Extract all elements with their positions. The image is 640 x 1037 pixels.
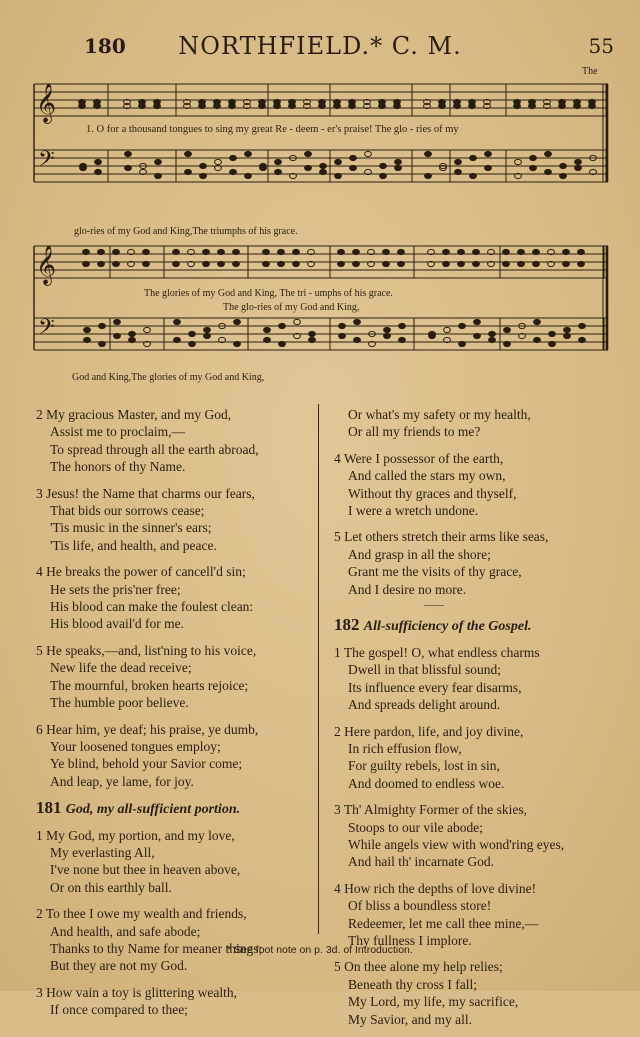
note-head: [455, 159, 462, 164]
verse-line: 2 To thee I owe my wealth and friends,: [36, 906, 247, 922]
note-head: [154, 103, 161, 108]
music-score: [0, 0, 640, 400]
note-head: [215, 159, 222, 164]
note-head: [230, 169, 237, 174]
note-head: [575, 165, 582, 170]
verse-line: 1 The gospel! O, what endless charms: [334, 644, 540, 660]
note-head: [185, 169, 192, 174]
note-head: [394, 103, 401, 108]
note-head: [264, 327, 271, 332]
verse: [334, 958, 624, 1028]
note-head: [274, 103, 281, 108]
note-head: [429, 333, 436, 338]
note-head: [204, 333, 211, 338]
note-head: [485, 165, 492, 170]
note-head: [474, 319, 481, 324]
note-head: [354, 337, 361, 342]
column-divider: [318, 404, 319, 934]
verse-line: 'Tis life, and health, and peace.: [50, 537, 217, 553]
verse-line: 4 How rich the depths of love divine!: [334, 880, 537, 896]
note-head: [529, 103, 536, 108]
verse: [334, 450, 624, 520]
verse: [36, 485, 316, 555]
note-head: [350, 155, 357, 160]
verse-line: 3 Jesus! the Name that charms our fears,: [36, 485, 255, 501]
note-head: [230, 155, 237, 160]
note-head: [459, 323, 466, 328]
hymn-heading-number: 182: [334, 615, 364, 635]
verse-line: The humble poor believe.: [50, 695, 189, 711]
note-head: [564, 333, 571, 338]
verse: [334, 528, 624, 598]
note-head: [305, 151, 312, 156]
note-head: [489, 337, 496, 342]
note-head: [563, 261, 570, 266]
verse: [334, 801, 624, 871]
verse-line: And doomed to endless woe.: [348, 775, 505, 791]
hymn-heading: [334, 616, 624, 635]
note-head: [233, 261, 240, 266]
verse-line: Without thy graces and thyself,: [348, 485, 517, 501]
note-head: [114, 333, 121, 338]
note-head: [305, 165, 312, 170]
verse-line: I've none but thee in heaven above,: [50, 862, 241, 878]
note-head: [275, 169, 282, 174]
verse-line: Or what's my safety or my health,: [348, 407, 531, 422]
verse-line: 4 Were I possessor of the earth,: [334, 450, 504, 466]
note-head: [379, 103, 386, 108]
note-head: [264, 337, 271, 342]
note-head: [259, 103, 266, 108]
note-head: [533, 261, 540, 266]
note-head: [114, 319, 121, 324]
verse-line: And I desire no more.: [348, 581, 467, 597]
note-head: [99, 341, 106, 346]
clef-symbol: 𝄢: [38, 315, 55, 345]
note-head: [559, 103, 566, 108]
lyric-line-2-below: The glories of my God and King, The tri - umphs of his grace.: [144, 288, 393, 299]
verse-line: Stoops to our vile abode;: [348, 819, 483, 835]
note-head: [425, 173, 432, 178]
verse-line: Redeemer, let me call thee mine,—: [348, 915, 539, 931]
verse-line: Thy fullness I implore.: [348, 932, 472, 948]
note-head: [380, 163, 387, 168]
verse-line: While angels view with wond'ring eyes,: [348, 836, 565, 852]
note-head: [399, 337, 406, 342]
note-head: [245, 151, 252, 156]
note-head: [99, 323, 106, 328]
note-head: [293, 261, 300, 266]
verse-line: His blood avail'd for me.: [50, 616, 185, 632]
note-head: [334, 103, 341, 108]
verse-line: If once compared to thee;: [50, 1002, 188, 1018]
note-head: [234, 341, 241, 346]
note-head: [95, 159, 102, 164]
note-head: [578, 261, 585, 266]
note-head: [534, 337, 541, 342]
note-head: [384, 327, 391, 332]
note-head: [383, 261, 390, 266]
verse-line: The honors of thy Name.: [50, 459, 186, 475]
verse: [36, 984, 316, 1019]
verse-line: Ye blind, behold your Savior come;: [50, 756, 243, 772]
note-head: [234, 319, 241, 324]
note-head: [94, 103, 101, 108]
note-head: [233, 249, 240, 254]
verse-line: 5 Let others stretch their arms like seas,: [334, 529, 549, 545]
note-head: [353, 249, 360, 254]
hymn-number: 180: [84, 34, 126, 58]
note-head: [549, 341, 556, 346]
note-head: [530, 165, 537, 170]
note-head: [143, 261, 150, 266]
note-head: [380, 173, 387, 178]
verse-line: Beneath thy cross I fall;: [348, 976, 477, 992]
verse-line: My Lord, my life, my sacrifice,: [348, 994, 519, 1010]
note-head: [504, 327, 511, 332]
verse: [36, 563, 316, 633]
lyric-line-2-above: glo-ries of my God and King,The triumphs of his grace.: [74, 226, 298, 237]
verse: [36, 642, 316, 712]
note-head: [279, 341, 286, 346]
verse: [334, 723, 624, 793]
clef-symbol: 𝄞: [36, 83, 57, 123]
note-head: [275, 159, 282, 164]
note-head: [530, 155, 537, 160]
note-head: [473, 261, 480, 266]
note-head: [83, 261, 90, 266]
verse-line: Dwell in that blissful sound;: [348, 662, 501, 678]
note-head: [339, 333, 346, 338]
note-head: [564, 327, 571, 332]
verse-line: 2 My gracious Master, and my God,: [36, 407, 232, 422]
note-head: [579, 323, 586, 328]
note-head: [155, 159, 162, 164]
note-head: [518, 249, 525, 254]
verse-line: His blood can make the foulest clean:: [50, 599, 254, 615]
note-head: [214, 103, 221, 108]
note-head: [83, 249, 90, 254]
note-head: [518, 261, 525, 266]
note-head: [354, 319, 361, 324]
verse-line: 5 On thee alone my help relies;: [334, 959, 503, 975]
verse-line: 'Tis music in the sinner's ears;: [50, 520, 212, 536]
note-head: [383, 249, 390, 254]
note-head: [203, 261, 210, 266]
note-head: [384, 333, 391, 338]
note-head: [173, 249, 180, 254]
verse-line: To spread through all the earth abroad,: [50, 441, 259, 457]
note-head: [398, 249, 405, 254]
verse-line: The mournful, broken hearts rejoice;: [50, 677, 249, 693]
note-head: [174, 337, 181, 342]
note-head: [365, 151, 372, 156]
note-head: [80, 165, 87, 170]
note-head: [144, 327, 151, 332]
note-head: [260, 165, 267, 170]
verse-line: But they are not my God.: [50, 958, 188, 974]
note-head: [455, 169, 462, 174]
note-head: [454, 103, 461, 108]
hymn-heading: [36, 799, 316, 818]
verse-line: And leap, ye lame, for joy.: [50, 773, 194, 789]
note-head: [200, 173, 207, 178]
verse: [334, 406, 624, 441]
verse-line: That bids our sorrows cease;: [50, 503, 205, 519]
note-head: [589, 103, 596, 108]
note-head: [560, 163, 567, 168]
note-head: [470, 155, 477, 160]
note-head: [353, 261, 360, 266]
note-head: [278, 249, 285, 254]
verse-line: Its influence every fear disarms,: [348, 679, 522, 695]
note-head: [113, 249, 120, 254]
verse-line: In rich effusion flow,: [348, 740, 462, 756]
right-column: [334, 406, 624, 1037]
verse-line: My Savior, and my all.: [348, 1011, 472, 1027]
note-head: [338, 261, 345, 266]
note-head: [578, 249, 585, 254]
verse-line: Thanks to thy Name for meaner things;: [50, 940, 263, 956]
note-head: [533, 249, 540, 254]
verse: [36, 905, 316, 975]
note-head: [335, 173, 342, 178]
note-head: [84, 337, 91, 342]
verse-line: 4 He breaks the power of cancell'd sin;: [36, 564, 246, 580]
verse-line: My everlasting All,: [50, 844, 155, 860]
note-head: [459, 341, 466, 346]
separator-rule: ——: [424, 600, 444, 612]
note-head: [579, 337, 586, 342]
note-head: [350, 165, 357, 170]
tune-title: NORTHFIELD.* C. M.: [178, 32, 462, 60]
note-head: [458, 249, 465, 254]
note-head: [229, 103, 236, 108]
clef-symbol: 𝄞: [36, 245, 57, 285]
verse-line: Assist me to proclaim,—: [50, 424, 185, 440]
verse-line: Grant me the visits of thy grace,: [348, 564, 522, 580]
note-head: [545, 169, 552, 174]
note-head: [218, 249, 225, 254]
note-head: [470, 173, 477, 178]
note-head: [79, 103, 86, 108]
note-head: [503, 249, 510, 254]
note-head: [349, 103, 356, 108]
verse: [36, 721, 316, 791]
left-column: [36, 406, 316, 1028]
note-head: [174, 319, 181, 324]
note-head: [125, 151, 132, 156]
verse-line: 3 Th' Almighty Former of the skies,: [334, 802, 528, 818]
note-head: [575, 159, 582, 164]
note-head: [95, 169, 102, 174]
note-head: [399, 323, 406, 328]
note-head: [173, 261, 180, 266]
note-head: [425, 151, 432, 156]
note-head: [439, 103, 446, 108]
hymn-heading-title: God, my all-sufficient portion.: [65, 802, 241, 818]
note-head: [485, 151, 492, 156]
note-head: [320, 163, 327, 168]
note-head: [319, 103, 326, 108]
lyric-line-3-below: God and King,The glories of my God and King,: [72, 372, 265, 383]
note-head: [339, 323, 346, 328]
verse-line: 6 Hear him, ye deaf; his praise, ye dumb,: [36, 721, 259, 737]
note-head: [245, 173, 252, 178]
hymn-heading-number: 181: [36, 798, 66, 818]
note-head: [545, 151, 552, 156]
note-head: [189, 341, 196, 346]
note-head: [129, 331, 136, 336]
pickup-word: The: [582, 66, 598, 77]
verse-line: I were a wretch undone.: [348, 503, 479, 519]
verse-line: And grasp in all the shore;: [348, 546, 491, 562]
note-head: [98, 249, 105, 254]
note-head: [534, 319, 541, 324]
note-head: [469, 103, 476, 108]
note-head: [503, 261, 510, 266]
note-head: [504, 341, 511, 346]
verse: [36, 827, 316, 897]
note-head: [203, 249, 210, 254]
note-head: [200, 163, 207, 168]
verse-line: And health, and safe abode;: [50, 923, 201, 939]
hymn-heading-title: All-sufficiency of the Gospel.: [363, 619, 532, 635]
verse-line: 2 Here pardon, life, and joy divine,: [334, 723, 524, 739]
note-head: [263, 249, 270, 254]
note-head: [294, 319, 301, 324]
note-head: [113, 261, 120, 266]
verse: [334, 644, 624, 714]
verse-line: Your loosened tongues employ;: [50, 738, 221, 754]
lyric-line-1: 1. O for a thousand tongues to sing my great Re - deem - er's praise! The glo - ries of my: [86, 124, 459, 135]
note-head: [444, 327, 451, 332]
note-head: [125, 165, 132, 170]
note-head: [293, 249, 300, 254]
clef-symbol: 𝄢: [38, 147, 55, 177]
note-head: [443, 249, 450, 254]
note-head: [489, 331, 496, 336]
verse-line: 5 He speaks,—and, list'ning to his voice,: [36, 642, 257, 658]
verse: [334, 880, 624, 950]
note-head: [549, 331, 556, 336]
note-head: [185, 151, 192, 156]
verse-line: Of bliss a boundless store!: [348, 898, 492, 914]
note-head: [474, 333, 481, 338]
note-head: [309, 337, 316, 342]
note-head: [514, 103, 521, 108]
verse-line: Or on this earthly ball.: [50, 879, 172, 895]
footnote: * See foot note on p. 3d. of Introduction.: [227, 944, 413, 956]
lyric-line-3-above: The glo-ries of my God and King,: [223, 302, 360, 313]
note-head: [574, 103, 581, 108]
note-head: [395, 165, 402, 170]
note-head: [279, 323, 286, 328]
note-head: [289, 103, 296, 108]
note-head: [309, 331, 316, 336]
note-head: [515, 159, 522, 164]
verse-line: And called the stars my own,: [348, 468, 506, 484]
note-head: [458, 261, 465, 266]
note-head: [395, 159, 402, 164]
verse-line: And spreads delight around.: [348, 697, 501, 713]
verse-line: And hail th' incarnate God.: [348, 854, 495, 870]
note-head: [155, 173, 162, 178]
note-head: [143, 249, 150, 254]
note-head: [199, 103, 206, 108]
verse-line: He sets the pris'ner free;: [50, 581, 181, 597]
verse-line: Or all my friends to me?: [348, 424, 481, 440]
verse-line: 1 My God, my portion, and my love,: [36, 827, 235, 843]
note-head: [139, 103, 146, 108]
note-head: [398, 261, 405, 266]
verse: [36, 406, 316, 476]
page-number: 55: [588, 34, 614, 58]
note-head: [263, 261, 270, 266]
note-head: [189, 331, 196, 336]
note-head: [560, 173, 567, 178]
note-head: [84, 327, 91, 332]
note-head: [218, 261, 225, 266]
verse-line: 3 How vain a toy is glittering wealth,: [36, 984, 237, 1000]
verse-line: New life the dead receive;: [50, 660, 192, 676]
note-head: [473, 249, 480, 254]
note-head: [335, 159, 342, 164]
note-head: [338, 249, 345, 254]
note-head: [204, 327, 211, 332]
note-head: [129, 337, 136, 342]
verse-line: For guilty rebels, lost in sin,: [348, 758, 500, 774]
note-head: [98, 261, 105, 266]
note-head: [443, 261, 450, 266]
note-head: [563, 249, 570, 254]
note-head: [278, 261, 285, 266]
note-head: [320, 169, 327, 174]
